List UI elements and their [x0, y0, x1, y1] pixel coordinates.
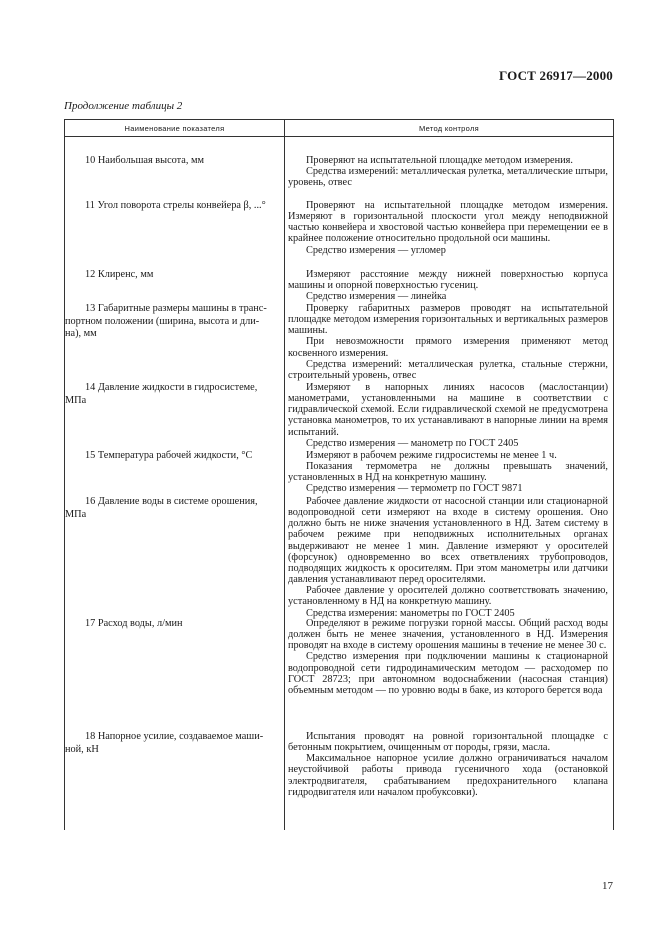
- column-header-indicator: Наименование показателя: [124, 124, 225, 133]
- control-method: Измеряют в напорных линиях насосов (маслостанции) манометрами, установленными на машине в соответствии с гидравлической схемой. Если гидравлической схемой не предусмотрена установка манометров, то их устанавливают в напорные линии на время испытаний. Средство измерения — манометр по ГОСТ 2405: [288, 382, 608, 449]
- indicator-name: 15 Температура рабочей жидкости, °С: [85, 450, 253, 461]
- control-method: Рабочее давление жидкости от насосной станции или стационарной водопроводной сети измеряют на входе в систему орошения. Оно должно быть не ниже значения установленного в НД. Затем систему в рабочем режиме при неподвижных исполнительных органах выдерживают не менее 1 мин. Давление измеряют у оросителей (форсунок) одновременно во всех ответвлениях трубопроводов, подводящих жидкость к оросителям. При этом манометры или датчики давления устанавливают перед оросителями. Рабочее давление у оросителей должно соответствовать значению, установленному в НД на конкретную машину. Средства измерения: манометры по ГОСТ 2405: [288, 496, 608, 619]
- indicator-name: 18 Напорное усилие, создаваемое маши- ной, кН: [65, 731, 264, 755]
- control-method: Испытания проводят на ровной горизонтальной площадке с бетонным покрытием, очищенным от породы, грязи, масла. Максимальное напорное усилие должно ограничиваться началом неустойчивой работы привода гусеничного хода (остановкой электродвигателя, срабатыванием предохранительного клапана гидродвигателя или началом пробуксовки).: [288, 731, 608, 798]
- column-header-method: Метод контроля: [419, 124, 479, 133]
- table-header-row: [65, 120, 613, 137]
- indicator-name: 10 Наибольшая высота, мм: [85, 155, 205, 166]
- indicator-name: 16 Давление воды в системе орошения, МПа: [65, 496, 258, 520]
- indicator-table: [64, 119, 614, 830]
- control-method: Проверяют на испытательной площадке методом измерения. Средства измерений: металлическая рулетка, металлические штыри, уровень, отвес: [288, 155, 608, 189]
- control-method: Проверяют на испытательной площадке методом измерения. Измеряют в горизонтальной плоскости угол между неподвижной частью конвейера и хвостовой частью конвейера при перемещении ее в крайнее положение относительно продольной оси машины. Средство измерения — угломер: [288, 200, 608, 256]
- control-method: Измеряют расстояние между нижней поверхностью корпуса машины и опорной поверхностью гусениц. Средство измерения — линейка: [288, 269, 608, 303]
- control-method: Определяют в режиме погрузки горной массы. Общий расход воды должен быть не менее значения, установленного в НД. Измерения проводят на входе в систему орошения машины в течение не менее 30 с. Средство измерения при подключении машины к стационарной водопроводной сети гидродинамическим методом — расходомер по ГОСТ 28723; при автономном водоснабжении (насосная станция) объемным методом — по уровню воды в баке, из которого берется вода: [288, 618, 608, 696]
- indicator-name: 12 Клиренс, мм: [85, 269, 154, 280]
- indicator-name: 17 Расход воды, л/мин: [85, 618, 183, 629]
- control-method: Проверку габаритных размеров проводят на испытательной площадке методом измерения горизонтальных и вертикальных размеров машины. При невозможности прямого измерения применяют метод косвенного измерения. Средства измерений: металлическая рулетка, стальные стержни, строительный уровень, отвес: [288, 303, 608, 381]
- indicator-name: 14 Давление жидкости в гидросистеме, МПа: [65, 382, 258, 406]
- table-continuation-caption: Продолжение таблицы 2: [64, 100, 183, 112]
- indicator-name: 13 Габаритные размеры машины в транс- портном положении (ширина, высота и дли- на), мм: [65, 303, 267, 340]
- document-code: ГОСТ 26917—2000: [498, 68, 613, 83]
- page-number: 17: [602, 880, 613, 892]
- indicator-name: 11 Угол поворота стрелы конвейера β, ...°: [85, 200, 266, 211]
- control-method: Измеряют в рабочем режиме гидросистемы не менее 1 ч. Показания термометра не должны превышать значений, установленных в НД на конкретную машину. Средство измерения — термометр по ГОСТ 9871: [288, 450, 608, 495]
